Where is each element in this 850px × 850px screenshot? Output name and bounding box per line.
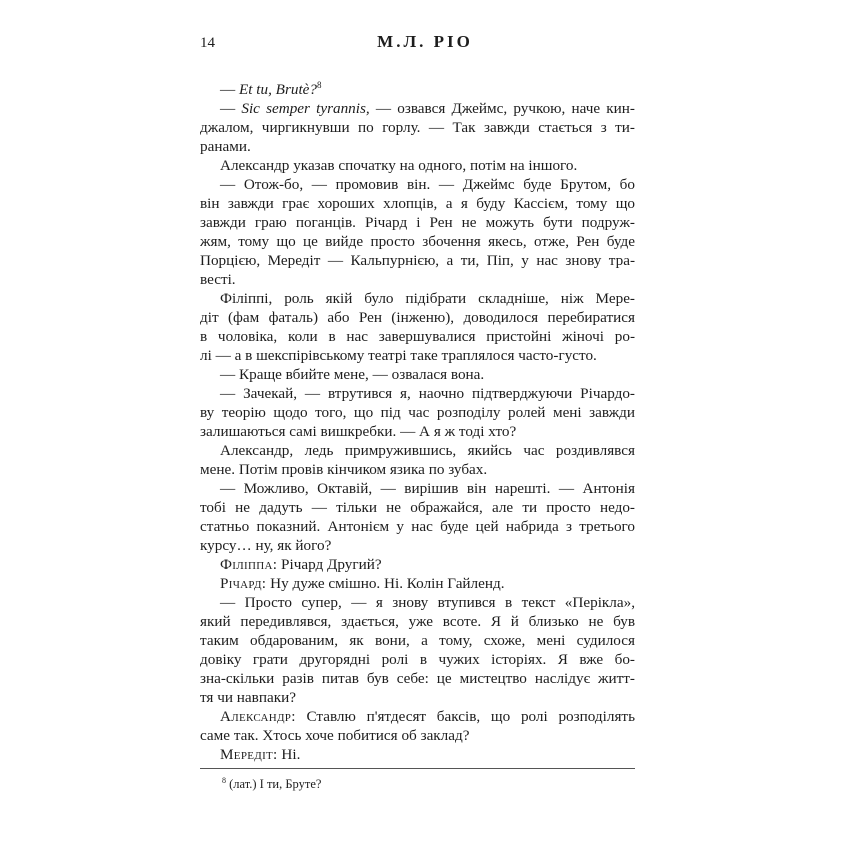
- text-line: зна-скільки разів питав був себе: це мистецтво наслідує житт-: [200, 670, 635, 687]
- text-line: жям, тому що це вийде просто збочення якесь, отже, Рен буде: [200, 233, 635, 250]
- text-line: таким обдарованим, як вони, а тому, схоже, мені судилося: [200, 632, 635, 649]
- text-line: — Отож-бо, — промовив він. — Джеймс буде Брутом, бо: [220, 176, 635, 193]
- speaker-name: Мередіт:: [220, 746, 278, 763]
- speaker-line-text: Ставлю п'ятдесят баксів, що ролі розподілять: [295, 708, 635, 725]
- footnote-text: (лат.) І ти, Бруте?: [226, 777, 322, 791]
- text-line: весті.: [200, 271, 236, 288]
- footnote-reference: 8: [317, 80, 322, 90]
- latin-phrase: Sic semper tyrannis,: [241, 100, 370, 117]
- footnote-marker: 8: [222, 776, 226, 785]
- text-line: [200, 99, 635, 118]
- text-line: він завжди грає хороших хлопців, а я буду Кассієм, тому що: [200, 195, 635, 212]
- text-line: мене. Потім провів кінчиком язика по зубах.: [200, 461, 488, 478]
- speaker-name: Річард:: [220, 575, 267, 592]
- text-line: Александр, ледь примружившись, якийсь час роздивлявся: [220, 442, 635, 459]
- text-line: джалом, чиргикнувши по горлу. — Так завжди стається з ти-: [200, 119, 635, 136]
- dash-prefix: —: [220, 100, 242, 117]
- speaker-name: Філіппа:: [220, 556, 278, 573]
- speaker-line-text: Ні.: [277, 746, 301, 763]
- footnote: [222, 777, 321, 792]
- text-line: діт (фам фаталь) або Рен (інженю), доводилося перебиратися: [200, 309, 635, 326]
- text-line: — Краще вбийте мене, — озвалася вона.: [220, 366, 485, 383]
- text-line: ранами.: [200, 138, 251, 155]
- text-line: довіку грати другорядні ролі в чужих історіях. Я вже бо-: [200, 651, 635, 668]
- text-line: тобі не дадуть — тільки не ображайся, але ти просто недо-: [200, 499, 635, 516]
- text-line: завжди граю поганців. Річард і Рен не можуть бути подруж-: [200, 214, 635, 231]
- text-line: курсу… ну, як його?: [200, 537, 332, 554]
- body-text: [200, 80, 635, 764]
- text-line: який передивлявся, здається, уже всоте. Я й близько не був: [200, 613, 635, 630]
- text-line: — Зачекай, — втрутився я, наочно підтверджуючи Річардо-: [220, 385, 635, 402]
- page-number: 14: [200, 35, 215, 51]
- text-line: в чоловіка, коли в нас завершувалися пристойні жіночі ро-: [200, 328, 635, 345]
- text-line: Порцією, Мередіт — Кальпурнією, а ти, Піп, у нас знову тра-: [200, 252, 635, 269]
- text-line: — Просто супер, — я знову втупився в текст «Перікла»,: [220, 594, 635, 611]
- text-line: лі — а в шекспірівському театрі таке траплялося часто-густо.: [200, 347, 597, 364]
- latin-phrase: Et tu, Brutè?: [238, 81, 318, 98]
- text-line: тя чи навпаки?: [200, 689, 296, 706]
- text-line: Александр указав спочатку на одного, потім на іншого.: [220, 157, 578, 174]
- text-line: [200, 745, 635, 764]
- text-line: статньо показний. Антонієм у нас буде цей набрида з третього: [200, 518, 635, 535]
- text-line: [200, 555, 635, 574]
- text-line: [200, 80, 635, 99]
- speaker-name: Александр:: [220, 708, 296, 725]
- running-head-author: М.Л. РІО: [377, 32, 473, 51]
- text-line: Філіппі, роль якій було підібрати складніше, ніж Мере-: [220, 290, 635, 307]
- footnote-divider: [200, 768, 635, 769]
- speaker-line-text: Ну дуже смішно. Ні. Колін Гайленд.: [266, 575, 505, 592]
- text-line: [200, 707, 635, 726]
- speaker-line-text: Річард Другий?: [277, 556, 382, 573]
- text-line: залишаються самі вишкребки. — А я ж тоді хто?: [200, 423, 517, 440]
- text-line: [200, 574, 635, 593]
- text-line: саме так. Хтось хоче побитися об заклад?: [200, 727, 470, 744]
- line-rest: — озвався Джеймс, ручкою, наче кин-: [369, 100, 635, 117]
- dash-prefix: —: [220, 81, 239, 98]
- text-line: ву теорію щодо того, що під час розподілу ролей мені завжди: [200, 404, 635, 421]
- text-line: — Можливо, Октавій, — вирішив він нарешті. — Антонія: [220, 480, 635, 497]
